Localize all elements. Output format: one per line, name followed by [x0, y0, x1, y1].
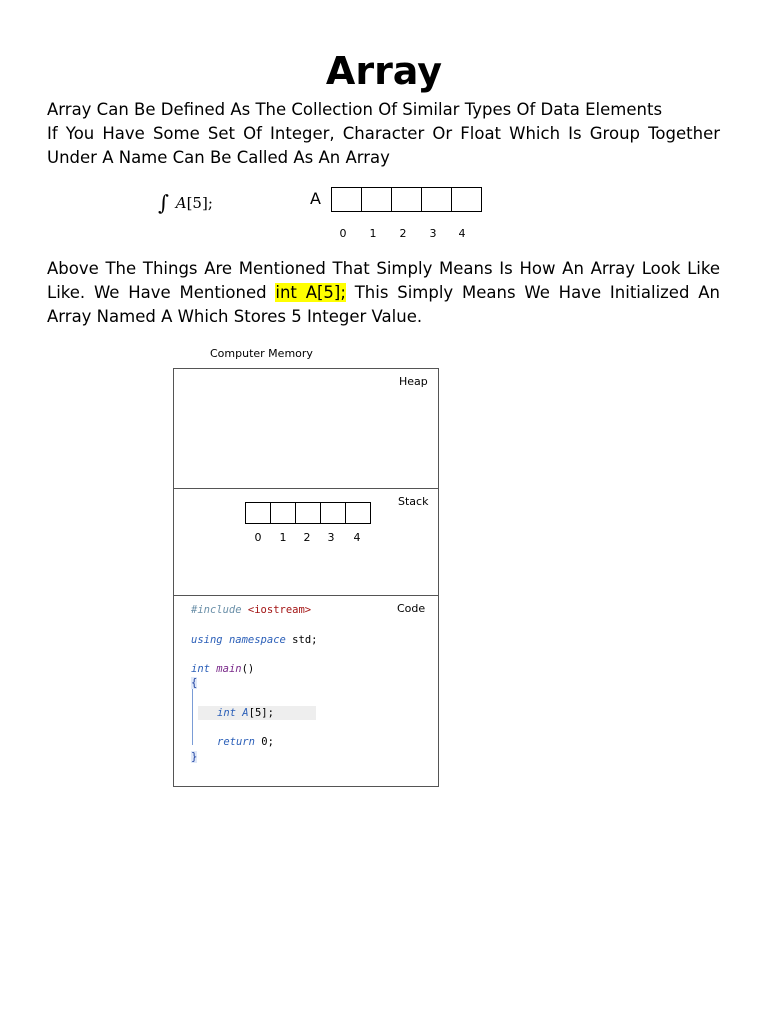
page-title: Array [325, 49, 443, 93]
namespace-keyword: namespace [228, 634, 286, 646]
array-cell [391, 187, 422, 212]
std-identifier: std; [292, 634, 318, 646]
stack-array-cell [245, 502, 271, 524]
decl-type-keyword: int [217, 707, 236, 719]
include-file: <iostream> [247, 604, 312, 616]
stack-index: 4 [353, 531, 361, 544]
memory-diagram [173, 368, 439, 787]
open-brace: { [191, 677, 198, 689]
code-line-include [191, 603, 311, 617]
stack-code-divider [174, 595, 438, 596]
return-keyword: return [217, 736, 255, 748]
intro-paragraph [47, 98, 720, 170]
stack-array-cell [295, 502, 321, 524]
array-formula [158, 192, 213, 214]
return-value: 0; [261, 736, 274, 748]
array-index: 2 [399, 227, 407, 240]
close-brace: } [191, 751, 198, 763]
int-keyword: int [191, 663, 210, 675]
stack-array-cell [320, 502, 346, 524]
intro-line-3: Under A Name Can Be Called As An Array [47, 148, 390, 167]
decl-size: [5]; [248, 707, 274, 719]
integral-symbol: ∫ [158, 191, 169, 215]
stack-index: 0 [254, 531, 262, 544]
stack-index: 2 [303, 531, 311, 544]
include-keyword: #include [191, 604, 242, 616]
array-index: 1 [369, 227, 377, 240]
code-line-close-brace [191, 750, 197, 764]
code-line-declaration [217, 706, 274, 720]
array-cell [331, 187, 362, 212]
array-index: 4 [458, 227, 466, 240]
memory-diagram-title: Computer Memory [210, 347, 313, 360]
explanation-line-1: Above The Things Are Mentioned That Simply Means Is How An Array Look Like [47, 259, 720, 278]
array-cell [361, 187, 392, 212]
intro-line-1: Array Can Be Defined As The Collection Of Similar Types Of Data Elements [47, 100, 663, 119]
scope-guide-line [192, 689, 193, 745]
formula-subscript: [5]; [186, 194, 213, 212]
decl-variable: A [242, 707, 249, 719]
code-line-using [191, 633, 317, 647]
using-keyword: using [191, 634, 223, 646]
array-index: 3 [429, 227, 437, 240]
explanation-paragraph [47, 257, 720, 329]
stack-label: Stack [398, 495, 429, 508]
highlighted-code: int A[5]; [275, 283, 346, 302]
explanation-line-2 [47, 281, 720, 305]
explanation-line-3: Array Named A Which Stores 5 Integer Value. [47, 307, 423, 326]
code-label: Code [397, 602, 426, 615]
array-cell [451, 187, 482, 212]
intro-line-2: If You Have Some Set Of Integer, Character Or Float Which Is Group Together [47, 124, 720, 143]
main-parens: () [241, 663, 255, 675]
array-cell [421, 187, 452, 212]
explanation-line-2-start: Like. We Have Mentioned [47, 283, 276, 302]
main-function: main [216, 663, 242, 675]
formula-variable: A [175, 194, 187, 212]
heap-stack-divider [174, 488, 438, 489]
array-name-label: A [310, 189, 321, 208]
stack-array-cell [270, 502, 296, 524]
stack-array-cell [345, 502, 371, 524]
code-line-return [217, 735, 274, 749]
explanation-line-2-end: This Simply Means We Have Initialized An [345, 283, 720, 302]
stack-index: 3 [327, 531, 335, 544]
stack-index: 1 [279, 531, 287, 544]
array-index: 0 [339, 227, 347, 240]
stack-array-cells [245, 502, 371, 524]
array-cells [331, 187, 482, 212]
heap-label: Heap [399, 375, 428, 388]
code-line-main [191, 662, 254, 676]
code-line-open-brace [191, 676, 197, 690]
